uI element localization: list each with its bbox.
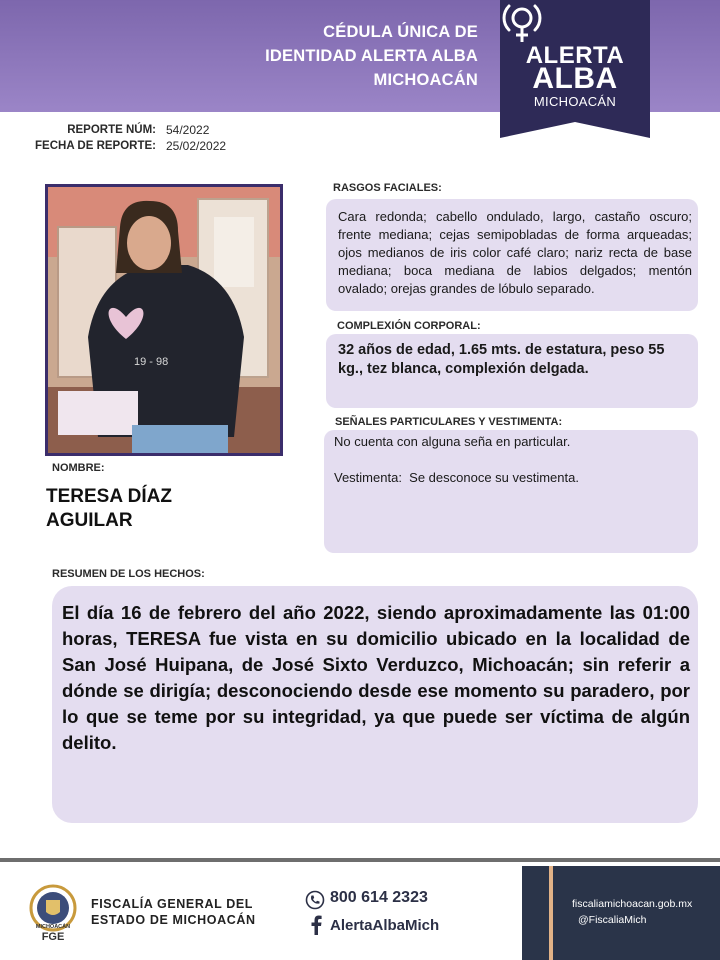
female-signal-icon — [500, 0, 544, 44]
fge-name-line-1: FISCALÍA GENERAL DEL — [91, 897, 254, 911]
facial-features-text: Cara redonda; cabello ondulado, largo, castaño oscuro; frente mediana; cejas semipobladas de forma arqueadas; ojos medianos de iris color café claro; nariz recta de base mediana; boca mediana de labios delgados; mentón ovalado; orejas grandes de lóbulo separado. — [338, 209, 692, 296]
fge-name-line-2: ESTADO DE MICHOACÁN — [91, 913, 256, 927]
title-line-1: CÉDULA ÚNICA DE — [323, 23, 478, 41]
marks-clothing-label: SEÑALES PARTICULARES Y VESTIMENTA: — [335, 416, 563, 428]
title-line-3: MICHOACÁN — [373, 71, 478, 89]
summary-person-name: TERESA — [126, 628, 201, 649]
summary-label: RESUMEN DE LOS HECHOS: — [52, 568, 205, 580]
footer-accent-bar — [549, 866, 553, 960]
phone-icon — [305, 890, 325, 910]
phone-number[interactable]: 800 614 2323 — [330, 889, 428, 906]
person-name — [46, 485, 286, 533]
person-name-line-2: AGUILAR — [46, 510, 133, 531]
fge-logo-text: FGE — [41, 931, 65, 943]
facebook-handle[interactable]: AlertaAlbaMich — [330, 917, 440, 934]
complexion-label: COMPLEXIÓN CORPORAL: — [337, 320, 481, 332]
twitter-handle[interactable]: @FiscaliaMich — [578, 914, 647, 926]
logo-alerta-text: ALERTA — [525, 42, 625, 69]
logo-state-text: MICHOACÁN — [533, 94, 617, 109]
person-photo — [45, 184, 283, 456]
person-name-line-1: TERESA DÍAZ — [46, 486, 172, 507]
fge-name — [91, 896, 256, 928]
website-link[interactable]: fiscaliamichoacan.gob.mx — [572, 898, 693, 910]
logo-alba-text: ALBA — [532, 62, 618, 95]
report-number-value: 54/2022 — [166, 123, 210, 137]
clothing-text: Vestimenta: Se desconoce su vestimenta. — [334, 470, 579, 485]
svg-text:19 - 98: 19 - 98 — [134, 356, 169, 368]
fge-seal-logo — [26, 884, 80, 944]
name-label: NOMBRE: — [52, 462, 105, 474]
report-number-label: REPORTE NÚM: — [67, 124, 156, 136]
report-date-label: FECHA DE REPORTE: — [35, 140, 156, 152]
alerta-alba-logo — [500, 0, 650, 138]
marks-clothing-content — [334, 433, 690, 487]
marks-text: No cuenta con alguna seña en particular. — [334, 434, 571, 449]
summary-text — [62, 600, 690, 756]
facebook-icon — [310, 915, 322, 935]
footer-divider — [0, 858, 720, 862]
summary-text-start: El día 16 de febrero del año 2022, siendo aproximadamente las 01:00 horas, — [62, 602, 690, 649]
report-date-value: 25/02/2022 — [166, 139, 227, 153]
summary-text-end: fue vista en su domicilio ubicado en la localidad de San José Huipana, de José Sixto Verduzco, Michoacán; sin referir a dónde se dirigía; desconociendo desde ese momento su paradero, por lo que se teme por su integridad, ya que puede ser víctima de algún delito. — [62, 628, 690, 753]
facial-features-label: RASGOS FACIALES: — [333, 182, 442, 194]
title-line-2: IDENTIDAD ALERTA ALBA — [265, 47, 478, 65]
complexion-text: 32 años de edad, 1.65 mts. de estatura, peso 55 kg., tez blanca, complexión delgada. — [338, 342, 665, 377]
document-title — [200, 20, 478, 92]
fge-logo-sub: MICHOACÁN — [35, 924, 71, 930]
